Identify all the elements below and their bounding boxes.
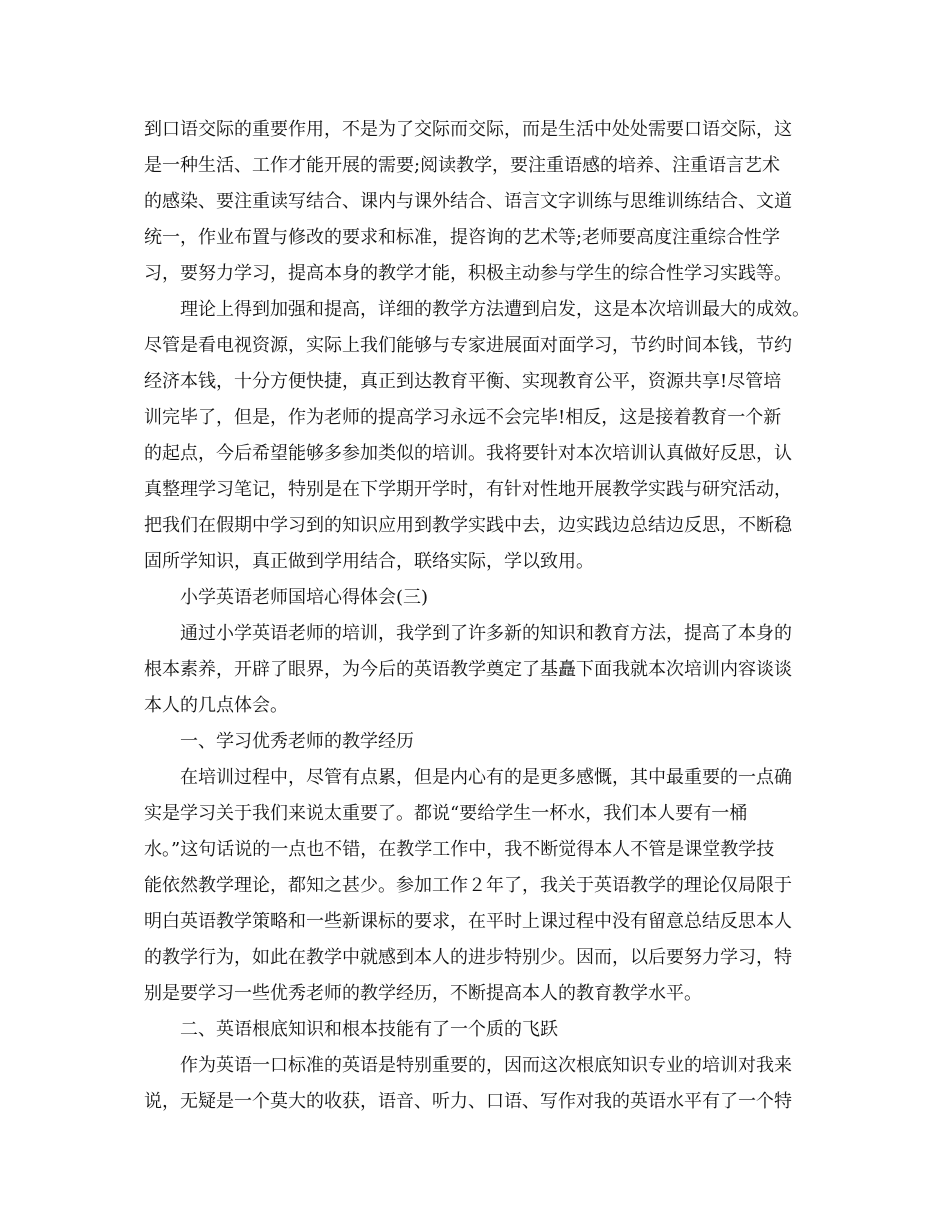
paragraph-line: 是一种生活、工作才能开展的需要;阅读教学，要注重语感的培养、注重语言艺术 [144,155,781,176]
paragraph-line: 实是学习关于我们来说太重要了。都说“要给学生一杯水，我们本人要有一桶 [144,803,748,824]
paragraph-line: 根本素养，开辟了眼界，为今后的英语教学奠定了基矗下面我就本次培训内容谈谈 [144,659,792,680]
paragraph-line: 到口语交际的重要作用，不是为了交际而交际，而是生活中处处需要口语交际，这 [144,119,792,140]
paragraph-line: 把我们在假期中学习到的知识应用到教学实践中去，边实践边总结边反思，不断稳 [144,515,792,536]
section-title: 小学英语老师国培心得体会(三) [180,587,429,608]
paragraph-line: 的教学行为，如此在教学中就感到本人的进步特别少。因而，以后要努力学习，特 [144,947,792,968]
paragraph-line: 尽管是看电视资源，实际上我们能够与专家进展面对面学习，节约时间本钱，节约 [144,335,792,356]
paragraph-line: 的起点，今后希望能够多参加类似的培训。我将要针对本次培训认真做好反思，认 [144,443,792,464]
paragraph-line: 真整理学习笔记，特别是在下学期开学时，有针对性地开展教学实践与研究活动， [144,479,792,500]
paragraph-line: 统一，作业布置与修改的要求和标准，提咨询的艺术等;老师要高度注重综合性学 [144,227,781,248]
paragraph-line: 经济本钱，十分方便快捷，真正到达教育平衡、实现教育公平，资源共享!尽管培 [144,371,782,392]
paragraph-line: 明白英语教学策略和一些新课标的要求，在平时上课过程中没有留意总结反思本人 [144,911,792,932]
paragraph-line: 说，无疑是一个莫大的收获，语音、听力、口语、写作对我的英语水平有了一个特 [144,1091,792,1112]
paragraph-line: 训完毕了，但是，作为老师的提高学习永远不会完毕!相反，这是接着教育一个新 [144,407,782,428]
paragraph-line: 在培训过程中，尽管有点累，但是内心有的是更多感慨，其中最重要的一点确 [180,767,792,788]
paragraph-line: 能依然教学理论，都知之甚少。参加工作２年了，我关于英语教学的理论仅局限于 [144,875,792,896]
paragraph-line: 固所学知识，真正做到学用结合，联络实际，学以致用。 [144,551,594,572]
paragraph-line: 通过小学英语老师的培训，我学到了许多新的知识和教育方法，提高了本身的 [180,623,792,644]
section-heading: 一、学习优秀老师的教学经历 [180,731,414,752]
paragraph-line: 理论上得到加强和提高，详细的教学方法遭到启发，这是本次培训最大的成效。 [180,299,810,320]
paragraph-line: 本人的几点体会。 [144,695,288,716]
paragraph-line: 别是要学习一些优秀老师的教学经历，不断提高本人的教育教学水平。 [144,983,702,1004]
paragraph-line: 作为英语一口标准的英语是特别重要的，因而这次根底知识专业的培训对我来 [180,1055,792,1076]
paragraph-line: 的感染、要注重读写结合、课内与课外结合、语言文字训练与思维训练结合、文道 [144,191,792,212]
section-heading: 二、英语根底知识和根本技能有了一个质的飞跃 [180,1019,558,1040]
paragraph-line: 习，要努力学习，提高本身的教学才能，积极主动参与学生的综合性学习实践等。 [144,263,792,284]
paragraph-line: 水。”这句话说的一点也不错，在教学工作中，我不断觉得本人不管是课堂教学技 [144,839,775,860]
